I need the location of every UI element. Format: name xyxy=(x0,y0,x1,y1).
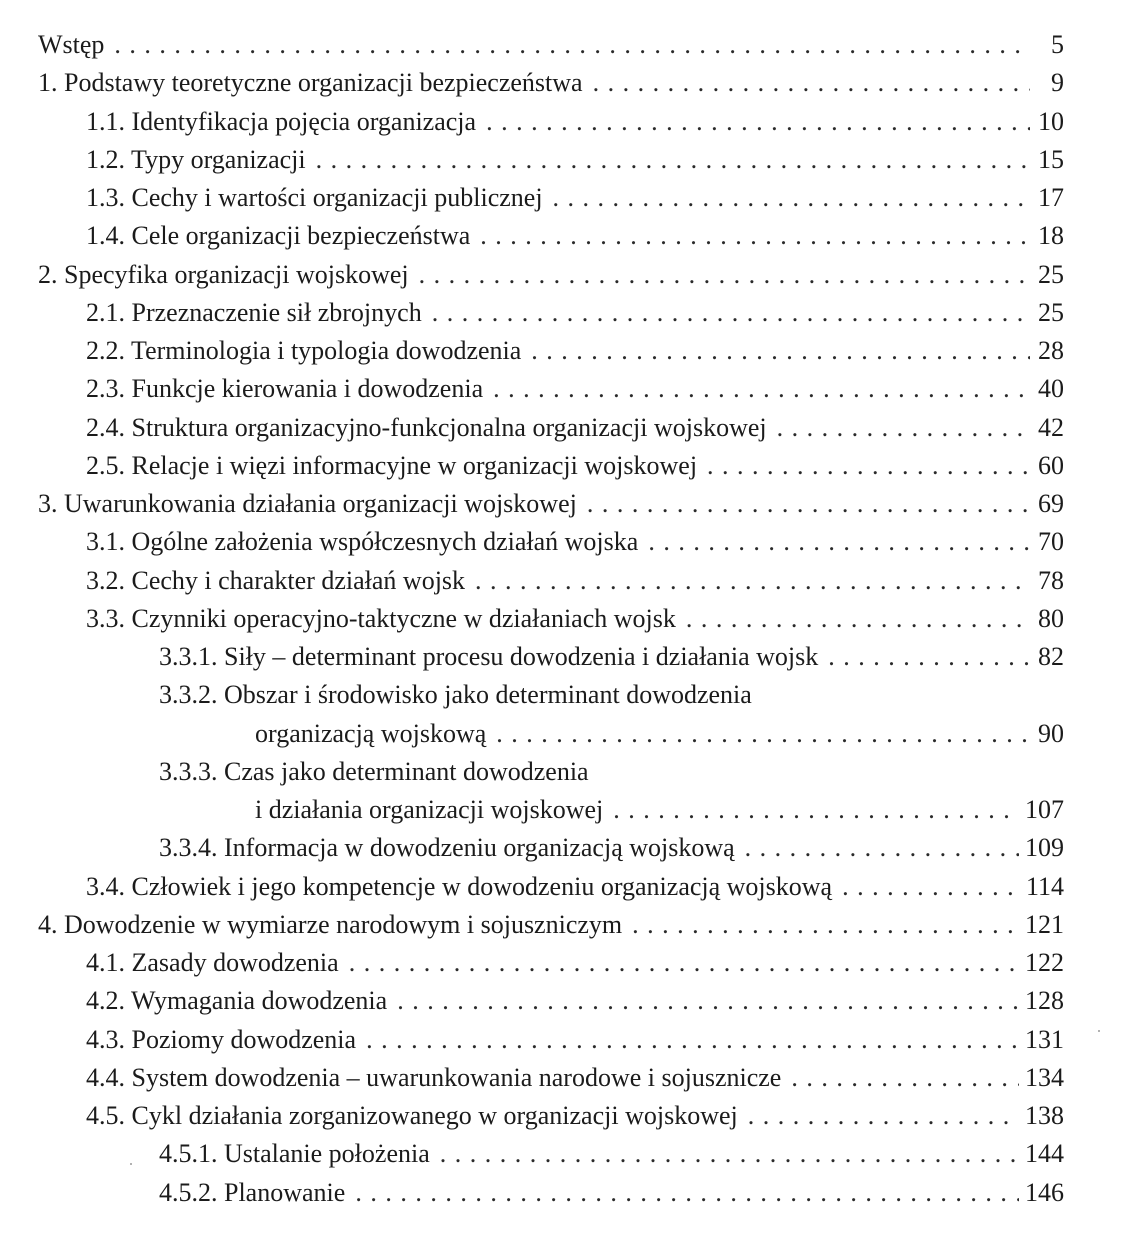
toc-entry xyxy=(38,600,1064,638)
dot-leader xyxy=(613,791,1019,829)
toc-entry-page-number: 17 xyxy=(1038,183,1064,212)
toc-entry-title: 2.5. Relacje i więzi informacyjne w organizacji wojskowej xyxy=(86,450,698,480)
toc-entry xyxy=(38,103,1064,141)
toc-entry-title: 2.4. Struktura organizacyjno-funkcjonalna organizacji wojskowej xyxy=(86,412,767,442)
toc-entry-title: 3. Uwarunkowania działania organizacji wojskowej xyxy=(38,489,577,518)
dot-leader xyxy=(777,409,1030,447)
toc-entry xyxy=(38,409,1064,447)
toc-entry xyxy=(38,982,1064,1020)
toc-entry xyxy=(38,562,1064,600)
toc-entry-page-number: 25 xyxy=(1038,259,1064,289)
toc-entry xyxy=(38,64,1064,102)
toc-entry-page-number: 60 xyxy=(1038,450,1064,480)
toc-entry-title: 4.5. Cykl działania zorganizowanego w organizacji wojskowej xyxy=(86,1101,738,1130)
toc-entry xyxy=(38,332,1064,370)
toc-entry-title: 2.1. Przeznaczenie sił zbrojnych xyxy=(86,297,422,327)
dot-leader xyxy=(493,370,1030,408)
dot-leader xyxy=(397,982,1019,1020)
toc-entry-title: Wstęp xyxy=(38,30,105,59)
dot-leader xyxy=(432,294,1030,332)
toc-entry-title: 3.3.1. Siły – determinant procesu dowodzenia i działania wojsk xyxy=(159,642,819,671)
dot-leader xyxy=(791,1059,1019,1097)
toc-entry-title: 3.3.2. Obszar i środowisko jako determinant dowodzenia xyxy=(159,680,752,710)
toc-entry xyxy=(38,179,1064,217)
toc-entry-page-number: 107 xyxy=(1025,795,1064,824)
table-of-contents xyxy=(38,26,1064,1212)
toc-entry-title: 1.3. Cechy i wartości organizacji publicznej xyxy=(86,183,543,212)
toc-entry-title: organizacją wojskową xyxy=(255,718,487,748)
dot-leader xyxy=(632,906,1019,944)
toc-entry xyxy=(38,829,1064,867)
toc-entry-page-number: 80 xyxy=(1038,603,1064,633)
dot-leader xyxy=(475,562,1030,600)
dot-leader xyxy=(707,447,1030,485)
toc-entry-page-number: 128 xyxy=(1025,986,1064,1016)
toc-entry-title: 4.2. Wymagania dowodzenia xyxy=(86,986,388,1016)
scan-speck xyxy=(130,1163,132,1165)
toc-entry xyxy=(38,1097,1064,1135)
toc-entry xyxy=(38,523,1064,561)
toc-entry-page-number: 144 xyxy=(1025,1139,1064,1169)
toc-entry-page-number: 138 xyxy=(1025,1101,1064,1130)
toc-entry-title: 2. Specyfika organizacji wojskowej xyxy=(38,259,409,289)
dot-leader xyxy=(553,179,1030,217)
toc-entry-title: 4.3. Poziomy dowodzenia xyxy=(86,1024,357,1054)
toc-entry xyxy=(38,753,1064,791)
scan-speck xyxy=(1098,1030,1100,1032)
dot-leader xyxy=(531,332,1030,370)
toc-entry xyxy=(38,447,1064,485)
dot-leader xyxy=(486,103,1030,141)
toc-entry xyxy=(38,294,1064,332)
toc-entry-page-number: 114 xyxy=(1025,871,1064,901)
toc-entry-page-number: 82 xyxy=(1038,642,1064,671)
toc-entry xyxy=(38,485,1064,523)
dot-leader xyxy=(587,485,1030,523)
dot-leader xyxy=(114,26,1030,64)
toc-entry-page-number: 70 xyxy=(1038,527,1064,557)
toc-entry-title: 3.2. Cechy i charakter działań wojsk xyxy=(86,565,466,595)
toc-entry-title: 1. Podstawy teoretyczne organizacji bezpieczeństwa xyxy=(38,68,583,98)
toc-entry xyxy=(38,638,1064,676)
toc-entry xyxy=(38,141,1064,179)
dot-leader xyxy=(745,829,1019,867)
toc-entry-title: 4.1. Zasady dowodzenia xyxy=(86,948,339,977)
toc-entry xyxy=(38,26,1064,64)
dot-leader xyxy=(593,64,1030,102)
toc-entry-page-number: 25 xyxy=(1038,297,1064,327)
toc-entry xyxy=(38,370,1064,408)
toc-entry-title: 2.2. Terminologia i typologia dowodzenia xyxy=(86,336,522,365)
toc-entry xyxy=(38,256,1064,294)
toc-entry-title: 1.4. Cele organizacji bezpieczeństwa xyxy=(86,221,471,251)
toc-entry-title: i działania organizacji wojskowej xyxy=(255,795,604,824)
toc-entry xyxy=(38,1021,1064,1059)
toc-entry-title: 3.3.3. Czas jako determinant dowodzenia xyxy=(159,756,589,786)
toc-entry-title: 4.4. System dowodzenia – uwarunkowania narodowe i sojusznicze xyxy=(86,1062,782,1092)
toc-entry-page-number: 134 xyxy=(1025,1062,1064,1092)
dot-leader xyxy=(686,600,1030,638)
toc-entry-page-number: 121 xyxy=(1025,909,1064,939)
dot-leader xyxy=(316,141,1030,179)
toc-entry xyxy=(38,1059,1064,1097)
dot-leader xyxy=(828,638,1030,676)
dot-leader xyxy=(480,217,1030,255)
toc-entry-page-number: 42 xyxy=(1038,412,1064,442)
toc-entry-page-number: 69 xyxy=(1038,489,1064,518)
toc-entry-page-number: 5 xyxy=(1051,30,1064,59)
toc-entry-page-number: 78 xyxy=(1038,565,1064,595)
toc-entry-page-number: 10 xyxy=(1038,106,1064,136)
dot-leader xyxy=(419,256,1030,294)
toc-entry xyxy=(38,217,1064,255)
toc-entry xyxy=(38,715,1064,753)
toc-entry-title: 1.2. Typy organizacji xyxy=(86,144,306,174)
toc-entry xyxy=(38,1135,1064,1173)
toc-entry-page-number: 18 xyxy=(1038,221,1064,251)
toc-entry-title: 3.4. Człowiek i jego kompetencje w dowodzeniu organizacją wojskową xyxy=(86,871,833,901)
toc-entry-page-number: 28 xyxy=(1038,336,1064,365)
dot-leader xyxy=(366,1021,1019,1059)
toc-entry-title: 3.1. Ogólne założenia współczesnych działań wojska xyxy=(86,527,639,557)
toc-entry-title: 4. Dowodzenie w wymiarze narodowym i sojuszniczym xyxy=(38,909,623,939)
toc-entry-page-number: 9 xyxy=(1051,68,1064,98)
toc-entry-title: 1.1. Identyfikacja pojęcia organizacja xyxy=(86,106,477,136)
toc-entry-title: 4.5.2. Planowanie xyxy=(159,1177,346,1207)
dot-leader xyxy=(349,944,1019,982)
toc-entry-title: 2.3. Funkcje kierowania i dowodzenia xyxy=(86,374,484,404)
toc-entry-page-number: 40 xyxy=(1038,374,1064,404)
toc-entry xyxy=(38,944,1064,982)
dot-leader xyxy=(842,868,1020,906)
toc-entry-title: 4.5.1. Ustalanie położenia xyxy=(159,1139,430,1169)
toc-entry-page-number: 131 xyxy=(1025,1024,1064,1054)
toc-entry xyxy=(38,1174,1064,1212)
toc-entry-title: 3.3.4. Informacja w dowodzeniu organizacją wojskową xyxy=(159,833,735,863)
dot-leader xyxy=(440,1135,1019,1173)
toc-entry-page-number: 146 xyxy=(1025,1177,1064,1207)
toc-entry xyxy=(38,791,1064,829)
toc-entry-page-number: 109 xyxy=(1025,833,1064,863)
toc-entry-page-number: 90 xyxy=(1038,718,1064,748)
dot-leader xyxy=(355,1174,1019,1212)
dot-leader xyxy=(748,1097,1019,1135)
toc-entry-page-number: 15 xyxy=(1038,144,1064,174)
dot-leader xyxy=(648,523,1030,561)
toc-entry xyxy=(38,676,1064,714)
toc-entry xyxy=(38,868,1064,906)
toc-entry-page-number: 122 xyxy=(1025,948,1064,977)
dot-leader xyxy=(496,715,1030,753)
toc-entry xyxy=(38,906,1064,944)
toc-entry-title: 3.3. Czynniki operacyjno-taktyczne w działaniach wojsk xyxy=(86,603,676,633)
